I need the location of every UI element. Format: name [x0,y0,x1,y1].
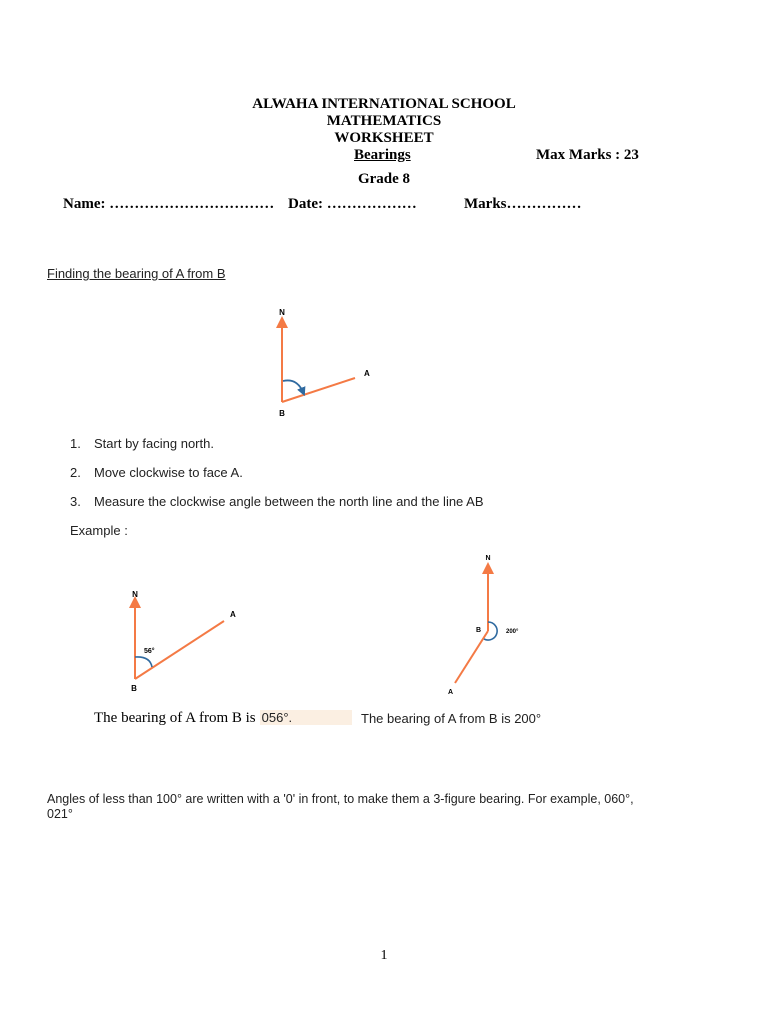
point-a-label: A [364,369,370,378]
list-item-number: 1. [70,436,81,451]
point-b-label: B [476,627,482,634]
angle-arc-icon [484,622,497,640]
north-label: N [485,555,491,562]
diagram-example-56 [131,590,236,693]
example1-answer: 056°. [260,710,352,725]
list-item-number: 2. [70,465,81,480]
point-b-label: B [131,684,137,693]
clockwise-arc-icon [283,380,303,392]
example1-caption [94,709,352,727]
list-item [70,494,484,509]
name-field: Name: …………………………… [63,196,275,212]
school-name: ALWAHA INTERNATIONAL SCHOOL [252,96,516,112]
date-field: Date: ……………… [288,196,417,212]
list-item-text: Move clockwise to face A. [94,465,243,480]
angle-200-label: 200° [506,629,519,635]
line-ab [455,631,488,683]
point-a-label: A [448,689,454,696]
list-item-number: 3. [70,494,81,509]
list-item [70,465,243,480]
point-a-label: A [230,610,236,619]
grade-label: Grade 8 [357,171,411,187]
diagram-main [279,308,370,418]
section-heading: Finding the bearing of A from B [47,266,226,281]
north-label: N [279,308,285,317]
note-line-1: Angles of less than 100° are written with a '0' in front, to make them a 3-figure bearing. For example, 060°, [47,792,634,806]
angle-arc-icon [135,657,152,667]
angle-56-label: 56° [144,648,155,655]
worksheet-title: WORKSHEET [334,130,434,146]
list-item [70,436,214,451]
note-paragraph [47,792,634,822]
list-item-text: Start by facing north. [94,436,214,451]
example2-caption: The bearing of A from B is 200° [361,711,542,726]
diagram-example-200 [448,555,519,696]
point-b-label: B [279,409,285,418]
example-label: Example : [70,523,128,538]
marks-field: Marks…………… [464,196,582,212]
example1-caption-text: The bearing of A from B is [94,710,256,726]
list-item-text: Measure the clockwise angle between the north line and the line AB [94,494,484,509]
topic-title: Bearings [354,147,411,163]
note-line-2: 021° [47,807,73,821]
north-label: N [132,590,138,599]
max-marks: Max Marks : 23 [536,147,639,163]
subject-title: MATHEMATICS [326,113,442,129]
page-number: 1 [380,948,388,963]
